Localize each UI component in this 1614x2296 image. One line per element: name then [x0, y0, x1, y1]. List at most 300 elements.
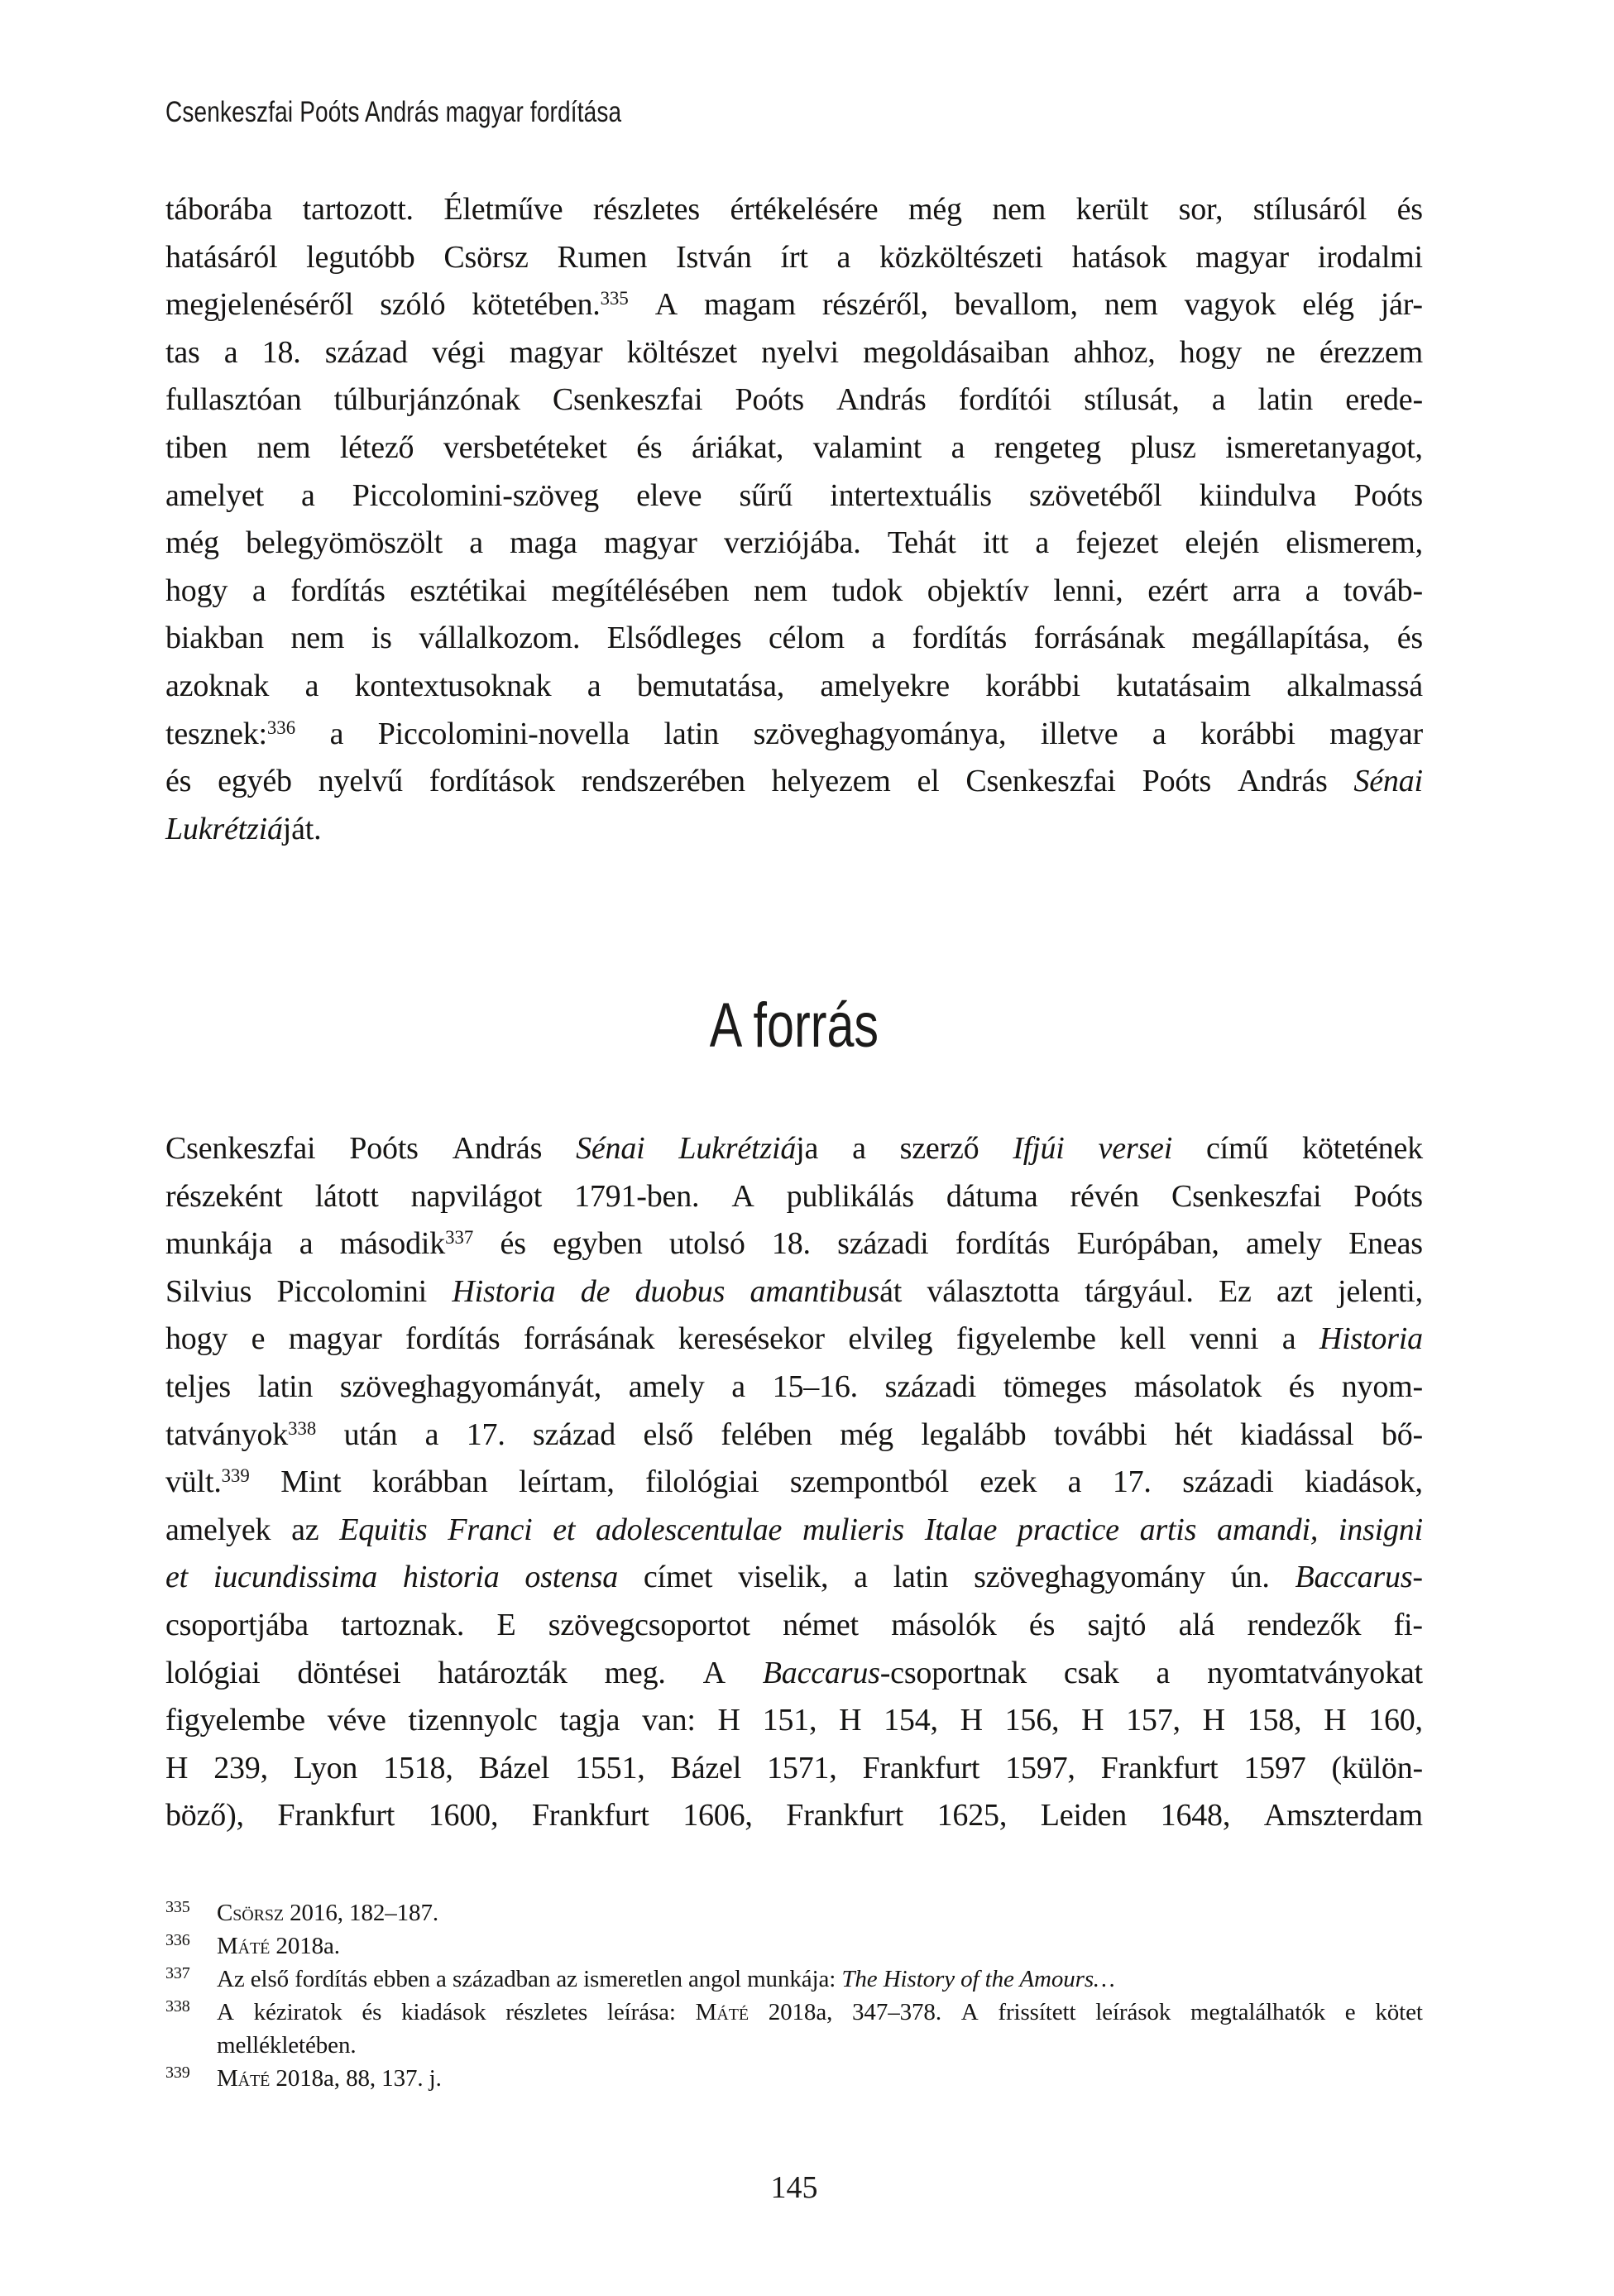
- word-group: [165, 1554, 188, 1602]
- text-run: a: [304, 668, 319, 703]
- text-line: [165, 281, 1423, 329]
- word-group: [629, 1364, 705, 1412]
- text-run: 1597: [1243, 1750, 1306, 1786]
- word-group: [587, 663, 601, 711]
- word-group: [280, 1459, 341, 1507]
- text-run: kötet: [1375, 1999, 1423, 2025]
- word-group: [1064, 1650, 1119, 1698]
- word-group: [1053, 568, 1123, 616]
- text-run: H: [839, 1703, 862, 1738]
- word-group: [432, 329, 486, 377]
- word-group: [165, 1459, 250, 1507]
- word-group: [1343, 568, 1423, 616]
- text-run: adolescentulae: [596, 1512, 783, 1547]
- text-run: A: [654, 287, 678, 323]
- text-run: azoknak: [165, 668, 270, 703]
- text-run: A: [731, 1178, 754, 1214]
- text-run: tas: [165, 334, 200, 370]
- word-group: [769, 615, 845, 663]
- word-group: [165, 376, 302, 424]
- text-run: a: [223, 334, 238, 370]
- page-number: 145: [770, 2170, 818, 2205]
- word-group: [998, 1996, 1075, 2029]
- word-group: [959, 376, 1051, 424]
- word-group: [1156, 1650, 1170, 1698]
- text-run: a: [836, 239, 851, 275]
- word-group: [1034, 615, 1165, 663]
- text-run: ne: [1266, 334, 1296, 370]
- word-group: [772, 1220, 811, 1268]
- word-group: [739, 472, 793, 520]
- text-run: századi: [837, 1226, 929, 1262]
- word-group: [453, 1125, 543, 1173]
- word-group: [731, 1364, 745, 1412]
- word-group: [607, 615, 742, 663]
- text-run: Piccolomini-szöveg: [352, 477, 600, 513]
- text-run: Leiden: [1040, 1798, 1128, 1833]
- word-group: [500, 1220, 526, 1268]
- text-run: Ifjúi: [1013, 1131, 1065, 1166]
- text-run: és: [1396, 621, 1423, 656]
- word-group: [258, 1364, 314, 1412]
- word-group: [510, 329, 603, 377]
- text-run: végi: [431, 334, 486, 370]
- text-run: magyar: [1195, 239, 1289, 275]
- text-run: a: [951, 429, 965, 465]
- text-line: [217, 1996, 1423, 2029]
- word-group: [443, 186, 563, 234]
- word-group: [965, 758, 1115, 806]
- word-group: [1005, 1697, 1060, 1745]
- word-group: [355, 663, 552, 711]
- text-run: mulieris: [802, 1512, 904, 1547]
- word-group: [1305, 1459, 1423, 1507]
- word-group: [703, 1650, 726, 1698]
- footnote-number: [165, 2023, 217, 2056]
- word-group: [960, 1697, 983, 1745]
- text-run: leírtam,: [519, 1464, 615, 1500]
- text-run: részletes: [505, 1999, 588, 2025]
- word-group: [644, 1554, 712, 1602]
- text-run: kiadással: [1240, 1416, 1354, 1452]
- text-run: Csörsz: [443, 239, 529, 275]
- text-line: [165, 1792, 1423, 1840]
- section-heading: [165, 990, 1423, 1062]
- text-run: Bázel: [478, 1750, 550, 1786]
- word-group: [604, 520, 697, 568]
- text-run: Franci: [448, 1512, 533, 1547]
- text-run: megoldásaiban: [863, 334, 1050, 370]
- word-group: [1345, 376, 1423, 424]
- text-run: teljes: [165, 1368, 231, 1404]
- word-group: [165, 1173, 283, 1221]
- text-run: iucundissima: [213, 1560, 378, 1595]
- word-group: [479, 1745, 550, 1793]
- word-group: [813, 424, 922, 472]
- word-group: [165, 1650, 261, 1698]
- text-run: az: [291, 1512, 319, 1547]
- text-run: mellékletében.: [217, 2032, 357, 2059]
- word-group: [349, 1125, 418, 1173]
- text-run: és: [362, 1999, 382, 2025]
- text-run: magyar: [1329, 716, 1423, 751]
- word-group: [840, 1412, 893, 1460]
- text-run: ezek: [979, 1464, 1037, 1500]
- word-group: [318, 758, 403, 806]
- word-group: [837, 1220, 928, 1268]
- word-group: [334, 376, 520, 424]
- word-group: [1231, 1554, 1270, 1602]
- text-run: böző),: [165, 1798, 244, 1833]
- word-group: [724, 520, 861, 568]
- word-group: [627, 329, 737, 377]
- text-line: [165, 1459, 1423, 1507]
- text-run: amely: [1245, 1226, 1322, 1262]
- word-group: [1276, 1268, 1313, 1316]
- text-run: latin: [663, 716, 720, 751]
- word-group: [1319, 329, 1423, 377]
- text-line: [165, 376, 1423, 424]
- word-group: [217, 1996, 234, 2029]
- word-group: [362, 1996, 381, 2029]
- footnote-number: 335: [165, 1898, 190, 1916]
- text-run: és: [500, 1226, 526, 1262]
- word-group: [1131, 424, 1196, 472]
- text-run: magyar: [603, 525, 697, 561]
- text-run: The History of the Amours…: [841, 1966, 1115, 1992]
- word-group: [524, 1554, 618, 1602]
- word-group: [769, 1996, 833, 2029]
- word-group: [519, 1459, 615, 1507]
- text-run: 2018a.: [270, 1933, 340, 1959]
- word-group: [165, 568, 227, 616]
- text-run: ezért: [1147, 573, 1209, 608]
- word-group: [1152, 711, 1166, 759]
- text-run: 1600,: [428, 1798, 499, 1833]
- word-group: [380, 281, 445, 329]
- word-group: [925, 1507, 997, 1555]
- text-run: döntései: [297, 1655, 401, 1690]
- word-group: [884, 1697, 938, 1745]
- text-run: artis: [1139, 1512, 1197, 1547]
- word-group: [956, 1316, 1096, 1364]
- word-group: [165, 1697, 305, 1745]
- text-run: publikálás: [786, 1178, 914, 1214]
- text-run: H: [165, 1750, 189, 1786]
- text-run: sor,: [1178, 192, 1224, 227]
- running-header-text: Csenkeszfai Poóts András magyar fordítása: [165, 96, 622, 128]
- text-run: sajtó: [1087, 1607, 1147, 1642]
- footnote-number: 337: [165, 1964, 190, 1982]
- footnote-ref: 338: [288, 1417, 317, 1439]
- word-group: [1305, 568, 1319, 616]
- text-run: András: [1238, 764, 1328, 799]
- word-group: [401, 1996, 486, 2029]
- footnote-ref: 335: [600, 288, 629, 309]
- text-run: a: [854, 1560, 868, 1595]
- text-run: és: [1396, 192, 1423, 227]
- text-run: nem: [290, 621, 345, 656]
- word-group: [1192, 615, 1371, 663]
- text-run: a: [871, 621, 886, 656]
- text-run: korábban: [371, 1464, 488, 1500]
- word-group: [848, 1316, 932, 1364]
- word-group: [1375, 1996, 1423, 2029]
- text-run: német: [783, 1607, 859, 1642]
- text-run: megítélésében: [551, 573, 730, 608]
- text-run: amelyek: [165, 1512, 271, 1547]
- text-run: még: [165, 525, 219, 561]
- text-run: részéről,: [821, 287, 928, 323]
- word-group: [852, 1125, 866, 1173]
- text-run: filológiai: [645, 1464, 759, 1500]
- text-run: század: [324, 334, 408, 370]
- text-run: a: [1305, 573, 1319, 608]
- text-run: erede-: [1345, 382, 1423, 418]
- word-group: [854, 1554, 868, 1602]
- word-group: [165, 1316, 227, 1364]
- text-run: másolatok: [1133, 1368, 1262, 1404]
- word-group: [575, 1745, 645, 1793]
- word-group: [165, 520, 219, 568]
- word-group: [773, 1364, 858, 1412]
- text-run: Tehát: [887, 525, 956, 561]
- text-run: H: [1081, 1703, 1104, 1738]
- text-run: nyelvű: [318, 764, 403, 799]
- text-run: hatásáról: [165, 239, 278, 275]
- word-group: [955, 1220, 1050, 1268]
- word-group: [783, 1602, 859, 1650]
- word-group: [1179, 1602, 1215, 1650]
- word-group: [1264, 1792, 1423, 1840]
- word-group: [671, 1745, 742, 1793]
- text-run: választotta: [927, 1273, 1060, 1309]
- word-group: [1013, 1125, 1064, 1173]
- text-line: [165, 1554, 1423, 1602]
- word-group: [1246, 1220, 1322, 1268]
- text-run: fi-: [1393, 1607, 1423, 1642]
- word-group: [1113, 1459, 1152, 1507]
- word-group: [315, 1173, 379, 1221]
- text-run: Poóts: [1353, 477, 1423, 513]
- text-line: [165, 615, 1423, 663]
- word-group: [1331, 1745, 1422, 1793]
- word-group: [306, 234, 414, 282]
- word-group: [781, 234, 808, 282]
- word-group: [289, 1316, 382, 1364]
- word-group: [1054, 1412, 1147, 1460]
- text-run: századi: [884, 1368, 977, 1404]
- word-group: [344, 1412, 398, 1460]
- word-group: [927, 568, 1029, 616]
- text-run: Historia: [452, 1273, 556, 1309]
- footnote-number: 338: [165, 1997, 190, 2016]
- text-run: amely: [628, 1368, 705, 1404]
- text-run: Piccolomini: [276, 1273, 428, 1309]
- text-run: H: [1202, 1703, 1225, 1738]
- text-run: szöveghagyománya,: [753, 716, 1007, 751]
- word-group: [692, 424, 783, 472]
- text-run: a: [424, 1416, 439, 1452]
- text-run: latin: [893, 1560, 949, 1595]
- text-run: kötetében.: [472, 287, 601, 323]
- text-run: tizennyolc: [408, 1703, 538, 1738]
- text-run: kiadások: [401, 1999, 486, 2025]
- text-run: 2016, 182–187.: [284, 1900, 439, 1926]
- text-run: kéziratok: [253, 1999, 342, 2025]
- text-run: magyar: [288, 1321, 382, 1357]
- text-run: fordítás: [955, 1226, 1051, 1262]
- text-run: a: [1156, 1655, 1171, 1690]
- text-run: szerző: [899, 1131, 979, 1166]
- text-run: korábbi: [985, 668, 1080, 703]
- text-line: [165, 1268, 1423, 1316]
- word-group: [735, 376, 803, 424]
- text-run: A: [702, 1655, 726, 1690]
- text-run: közköltészeti: [879, 239, 1043, 275]
- text-run: vagyok: [1184, 287, 1276, 323]
- word-group: [165, 1792, 244, 1840]
- word-group: [262, 329, 301, 377]
- text-run: 2018a, 88, 137. j.: [270, 2065, 442, 2092]
- word-group: [524, 1316, 654, 1364]
- text-run: viselik,: [738, 1560, 829, 1595]
- text-run: kiindulva: [1199, 477, 1317, 513]
- text-run: elég: [1302, 287, 1354, 323]
- word-group: [937, 1792, 1008, 1840]
- word-group: [1219, 1268, 1252, 1316]
- text-run: vült.: [165, 1464, 222, 1500]
- text-run: csak: [1063, 1655, 1119, 1690]
- word-group: [352, 472, 599, 520]
- word-group: [1070, 1173, 1139, 1221]
- text-run: amelyet: [165, 477, 264, 513]
- word-group: [754, 568, 807, 616]
- text-run: hogy: [1179, 334, 1242, 370]
- word-group: [553, 1507, 575, 1555]
- text-run: nyomtatványokat: [1207, 1655, 1423, 1690]
- text-run: tárgyául.: [1085, 1273, 1194, 1309]
- text-run: korábbi: [1200, 716, 1296, 751]
- word-group: [1161, 1792, 1231, 1840]
- word-group: [767, 1745, 837, 1793]
- text-run: Csenkeszfai: [165, 1131, 316, 1166]
- word-group: [165, 711, 295, 759]
- footnote-row: [165, 1963, 1423, 1996]
- word-group: [325, 329, 408, 377]
- word-group: [643, 1412, 692, 1460]
- text-run: dátuma: [946, 1178, 1038, 1214]
- footnote-row: [165, 2029, 1423, 2062]
- word-group: [165, 281, 353, 329]
- text-line: [165, 1697, 1423, 1745]
- text-run: 15–16.: [772, 1368, 858, 1404]
- text-line: [165, 520, 1423, 568]
- word-group: [678, 1316, 825, 1364]
- word-group: [552, 568, 730, 616]
- text-run: részletes: [592, 192, 700, 227]
- word-group: [1175, 1412, 1213, 1460]
- footnote-number: 336: [165, 1931, 190, 1949]
- word-group: [750, 1268, 903, 1316]
- word-group: [1282, 1316, 1296, 1364]
- text-run: keresésekor: [678, 1321, 825, 1357]
- text-run: versei: [1098, 1131, 1173, 1166]
- word-group: [251, 1316, 266, 1364]
- text-line: [165, 1507, 1423, 1555]
- text-run: Italae: [924, 1512, 998, 1547]
- text-run: István: [676, 239, 752, 275]
- word-group: [383, 1745, 453, 1793]
- text-run: plusz: [1130, 429, 1196, 465]
- word-group: [1116, 663, 1251, 711]
- text-run: H: [960, 1703, 983, 1738]
- word-group: [1029, 472, 1162, 520]
- text-run: szöveghagyomány: [974, 1560, 1205, 1595]
- word-group: [425, 1412, 439, 1460]
- text-run: biakban: [165, 621, 264, 656]
- word-group: [1225, 424, 1423, 472]
- word-group: [548, 1602, 750, 1650]
- text-run: András: [836, 382, 927, 418]
- word-group: [754, 711, 1007, 759]
- text-run: határozták: [438, 1655, 568, 1690]
- word-group: [419, 615, 580, 663]
- word-group: [994, 424, 1101, 472]
- word-group: [576, 1125, 644, 1173]
- word-group: [340, 424, 414, 472]
- word-group: [510, 520, 577, 568]
- text-run: venni: [1189, 1321, 1259, 1357]
- word-group: [836, 376, 927, 424]
- text-run: 17.: [466, 1416, 505, 1452]
- word-group: [1035, 520, 1049, 568]
- word-group: [1029, 1602, 1055, 1650]
- text-run: elején: [1185, 525, 1259, 561]
- word-group: [1286, 520, 1423, 568]
- word-group: [917, 758, 940, 806]
- text-run: amantibus: [750, 1273, 880, 1309]
- text-run: a: [469, 525, 483, 561]
- text-run: kutatásaim: [1116, 668, 1251, 703]
- text-run: megállapítása,: [1191, 621, 1371, 656]
- text-run: szövegcsoportot: [548, 1607, 750, 1642]
- text-run: fordítói: [958, 382, 1052, 418]
- text-run: stílusáról: [1252, 192, 1367, 227]
- word-group: [429, 758, 555, 806]
- text-run: is: [371, 621, 392, 656]
- text-run: még: [908, 192, 962, 227]
- word-group: [505, 1996, 587, 2029]
- text-run: Frankfurt: [786, 1798, 904, 1833]
- word-group: [252, 568, 266, 616]
- text-run: Poóts: [1142, 764, 1212, 799]
- word-group: [574, 1173, 699, 1221]
- word-group: [1005, 1745, 1075, 1793]
- text-run: esztétikai: [409, 573, 527, 608]
- word-group: [165, 1268, 251, 1316]
- text-run: elvileg: [848, 1321, 933, 1357]
- footnote-number: 339: [165, 2064, 190, 2082]
- word-group: [553, 376, 702, 424]
- text-line: [165, 472, 1423, 520]
- text-run: (külön-: [1331, 1750, 1423, 1786]
- word-group: [165, 234, 277, 282]
- word-group: [1185, 520, 1259, 568]
- section-heading-text: A forrás: [709, 990, 879, 1061]
- text-run: 18.: [771, 1226, 811, 1262]
- text-run: a: [587, 668, 601, 703]
